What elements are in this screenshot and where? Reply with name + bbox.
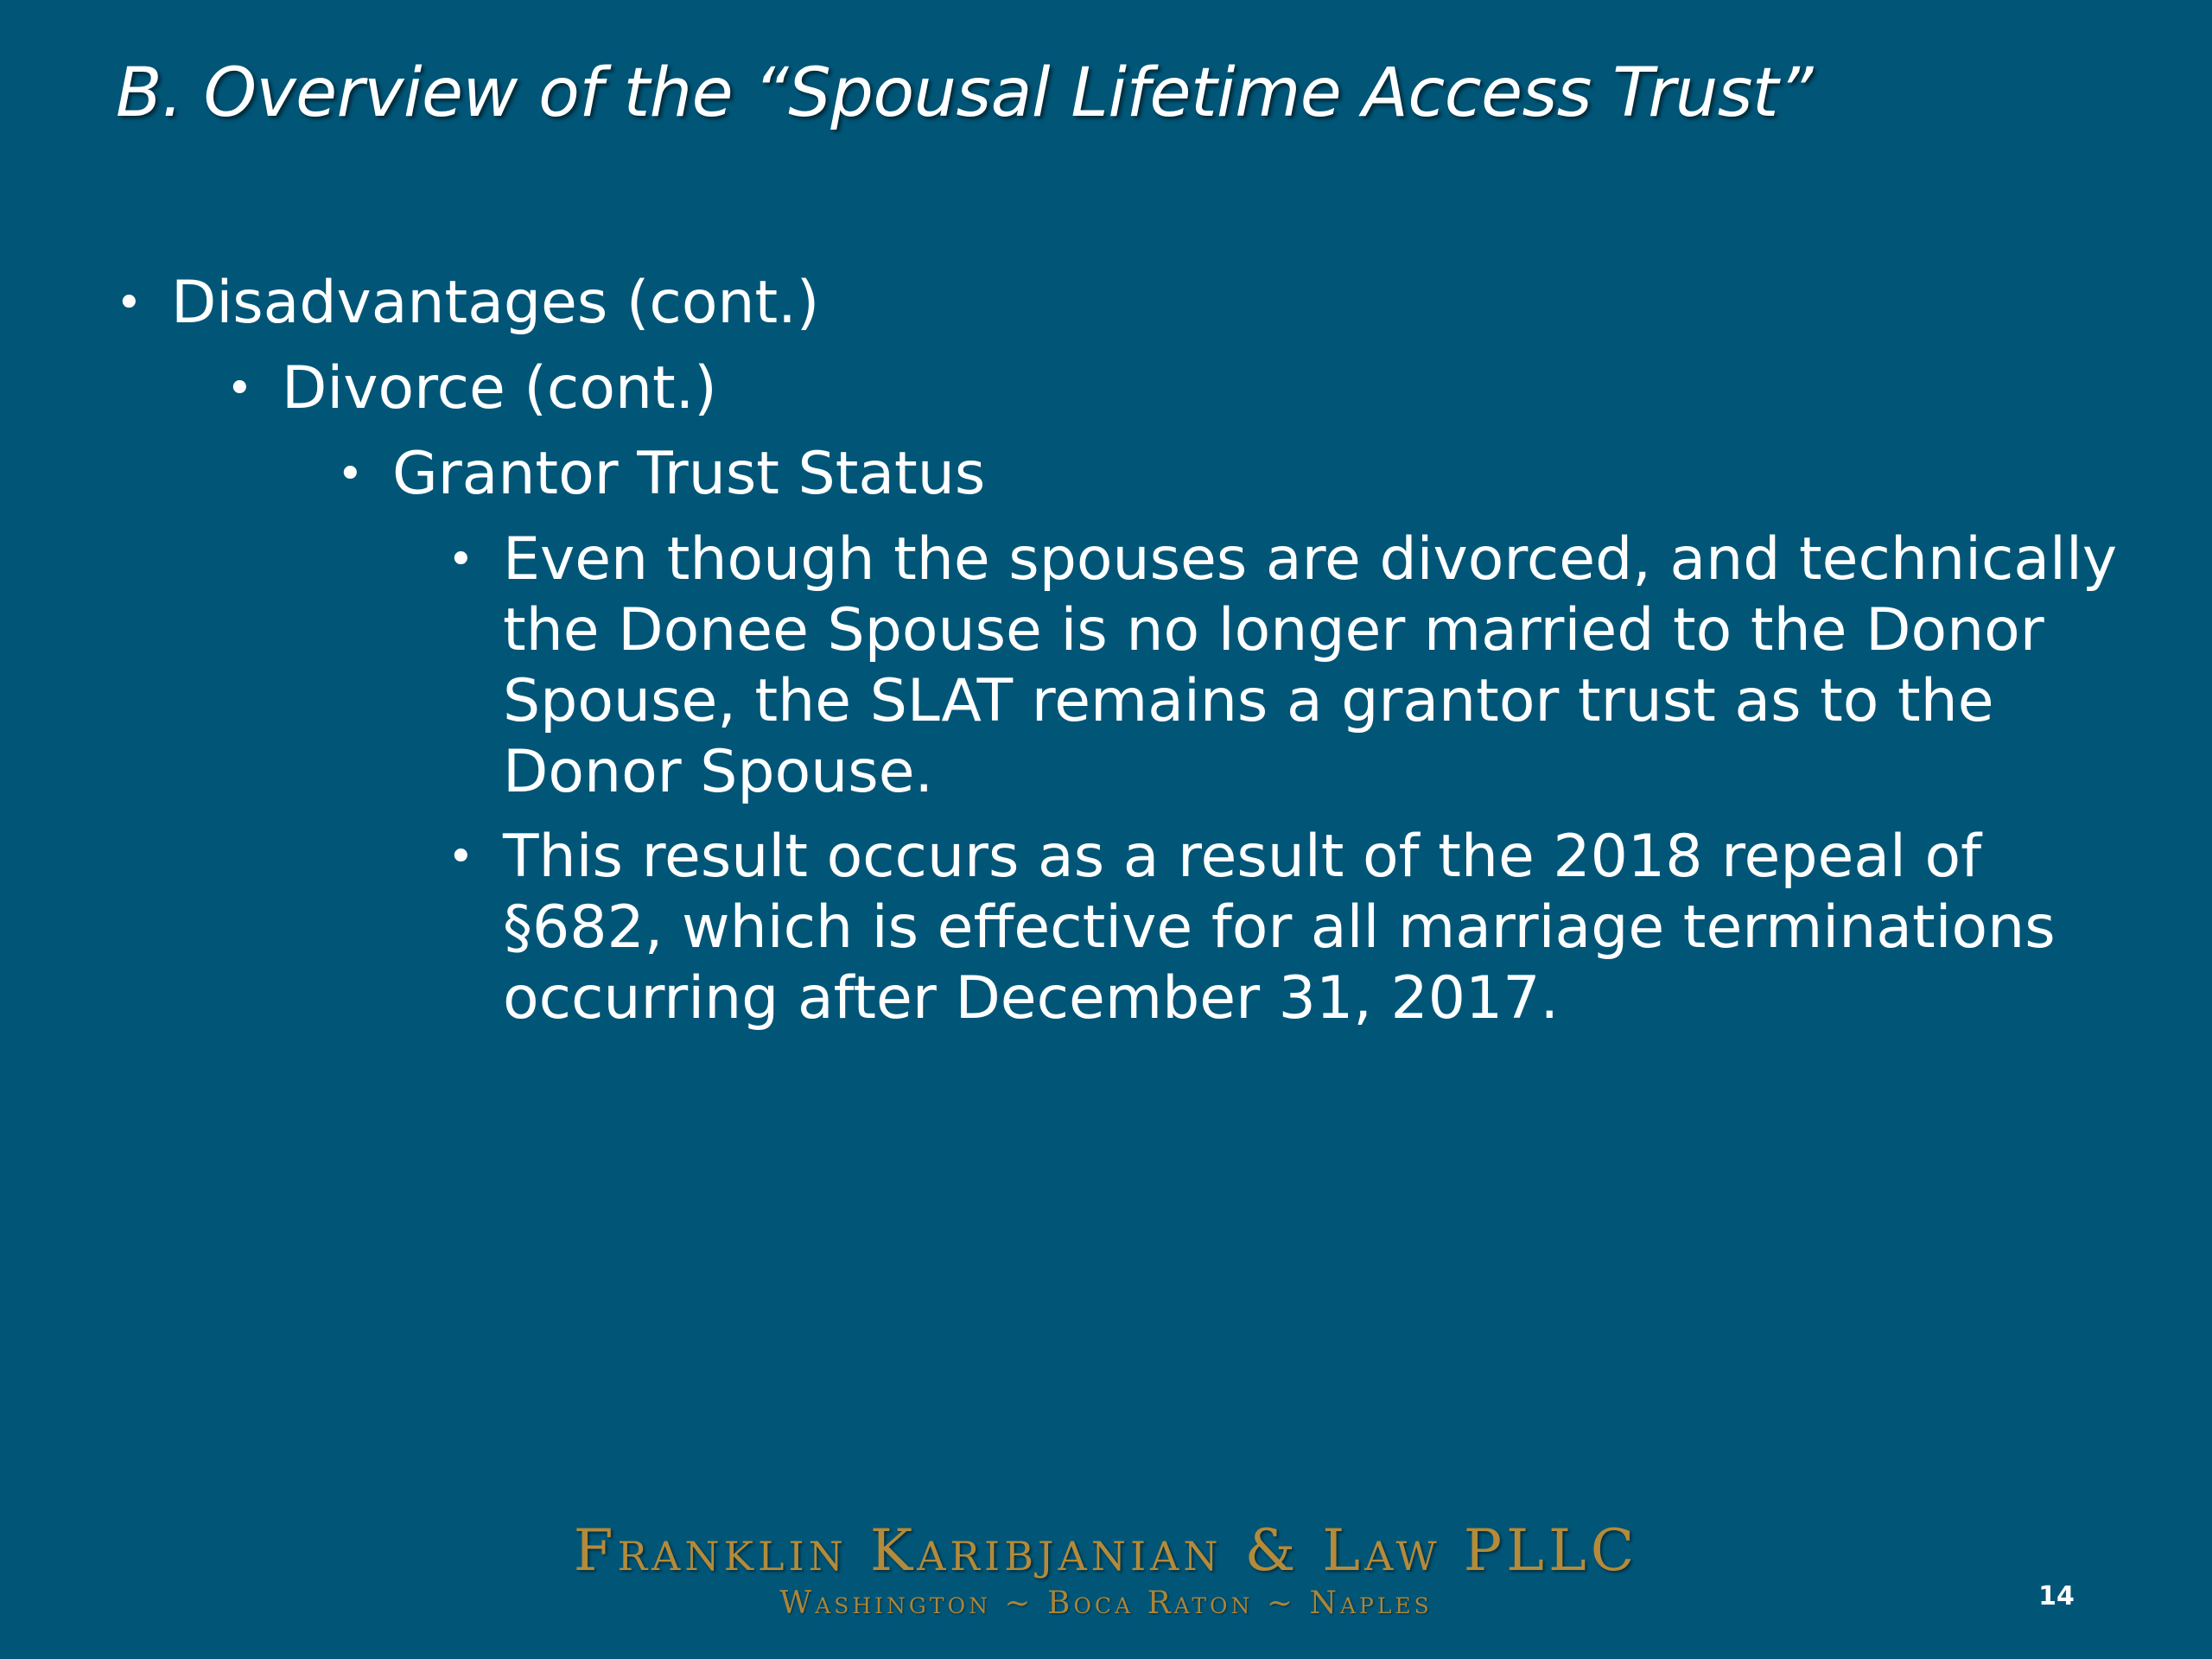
bullet-text: Grantor Trust Status <box>392 440 986 508</box>
bullet-dot-icon: • <box>337 448 364 500</box>
slide-title: B. Overview of the “Spousal Lifetime Access Trust” <box>116 54 1813 132</box>
bullet-dot-icon: • <box>226 363 253 415</box>
bullet-text: Divorce (cont.) <box>282 354 717 423</box>
bullet-text: Even though the spouses are divorced, and technically the Donee Spouse is no longer married to the Donor Spouse, the SLAT remains a grantor trust as to the Donor Spouse. <box>503 525 2118 806</box>
bullet-dot-icon: • <box>448 534 474 586</box>
firm-name: Franklin Karibjanian & Law PLLC <box>573 1517 1639 1584</box>
firm-cities: Washington ~ Boca Raton ~ Naples <box>779 1586 1433 1621</box>
bullet-text: Disadvantages (cont.) <box>171 269 820 337</box>
bullet-dot-icon: • <box>116 277 143 329</box>
bullet-text: This result occurs as a result of the 2018 repeal of §682, which is effective for all marriage terminations occurring after December 31, 2017. <box>503 823 2056 1033</box>
footer <box>0 1517 2212 1621</box>
bullet-dot-icon: • <box>448 831 474 883</box>
page-number: 14 <box>2038 1581 2075 1611</box>
